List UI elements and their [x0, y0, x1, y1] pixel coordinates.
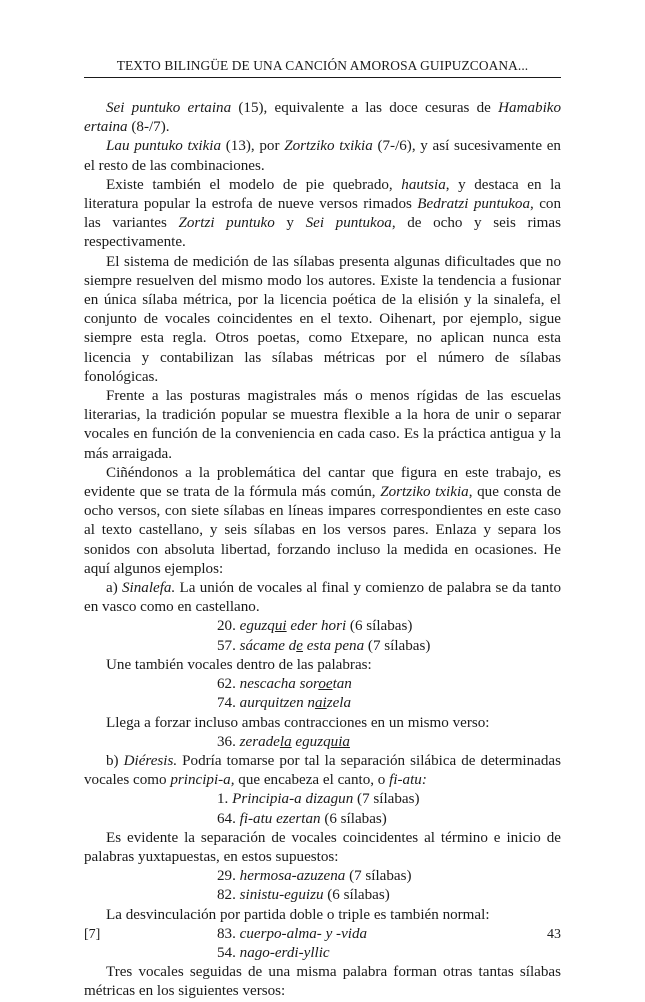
example-verse: [84, 790, 561, 809]
verse-text: zela: [326, 695, 352, 712]
paragraph: [84, 752, 561, 790]
joined-vowels: ui: [274, 618, 287, 635]
italic-term: Zortziko txikia: [380, 484, 469, 501]
main-text: [84, 99, 561, 1002]
verse-number: 29.: [217, 868, 240, 885]
text-run: , que consta de ocho versos, con siete sílabas en líneas impares correspondientes en este caso al texto castellano, y seis sílabas en los versos pares. Enlaza y separa los sonidos con absoluta libertad, forzando incluso la medida en ocasiones. He aquí algunos ejemplos:: [84, 484, 561, 577]
verse-text: sinistu-eguizu: [239, 887, 324, 904]
verse-number: 57.: [217, 637, 240, 654]
paragraph: [84, 464, 561, 579]
example-verse: [84, 694, 561, 713]
text-run: Existe también el modelo de pie quebrado,: [106, 176, 402, 193]
joined-vowels: la: [279, 733, 292, 750]
example-verse: [84, 675, 561, 694]
paragraph: Tres vocales seguidas de una misma palabra forman otras tantas sílabas métricas en los siguientes versos:: [84, 964, 561, 1000]
syllable-count: (6 sílabas): [323, 887, 390, 904]
verse-text: hermosa-azuzena: [239, 868, 346, 885]
text-run: b): [106, 752, 124, 769]
verse-number: 64.: [217, 810, 240, 827]
joined-vowels: uia: [330, 733, 350, 750]
text-run: y: [274, 215, 306, 232]
syllable-count: (6 sílabas): [320, 810, 387, 827]
italic-term: Sei puntukoa: [305, 215, 392, 232]
example-verse: [84, 810, 561, 829]
paragraph: El sistema de medición de las sílabas presenta algunas dificultades que no siempre resuelven del mismo modo los autores. Existe la tendencia a fusionar en única sílaba métrica, por la licencia poética de la elisión y la sinalefa, el conjunto de vocales coincidentes en el texto. Oihenart, por ejemplo, sigue siempre esta regla. Otros poetas, como Etxepare, no aplican nunca esta licencia y contabilizan las sílabas métricas por el número de sílabas fonológicas.: [84, 253, 561, 385]
text-run: a): [106, 580, 122, 597]
text-run: , con las variantes: [84, 196, 561, 232]
italic-term: Zortziko txikia: [284, 138, 373, 155]
verse-number: 82.: [217, 887, 240, 904]
italic-term: fi-atu:: [389, 772, 427, 789]
italic-term: hautsia: [401, 176, 446, 193]
verse-text: nescacha sor: [239, 676, 319, 693]
example-verse: [84, 637, 561, 656]
example-verse: [84, 886, 561, 905]
italic-term: Lau puntuko txikia: [106, 138, 222, 155]
italic-term: Sei puntuko ertaina: [106, 100, 232, 116]
text-run: , y destaca en la literatura popular la estrofa de nueve versos rimados: [84, 176, 561, 213]
syllable-count: (6 sílabas): [346, 618, 413, 635]
example-verse: [84, 617, 561, 636]
example-verse: [84, 867, 561, 886]
verse-number: 36.: [217, 733, 240, 750]
text-run: que encabeza el canto, o: [234, 772, 390, 789]
text-run: Podría tomarse por tal la separación silábica de determinadas vocales como: [84, 752, 561, 789]
italic-term: principi-a,: [170, 772, 235, 789]
syllable-count: (7 sílabas): [353, 791, 420, 808]
italic-term: Sinalefa.: [122, 580, 176, 597]
joined-vowels: e: [296, 637, 303, 654]
verse-text: fi-atu ezertan: [239, 810, 321, 827]
text-run: (15), equivalente a las doce cesuras de: [231, 100, 499, 116]
text-run: Ciñéndonos a la problemática del cantar que figura en este trabajo, es evidente que se trata de la fórmula más común,: [84, 464, 561, 501]
paragraph: [84, 579, 561, 617]
verse-number: 1.: [217, 791, 233, 808]
text-run: (13), por: [221, 138, 285, 155]
section-marker: [7]: [84, 927, 101, 942]
text-run: La unión de vocales al final y comienzo de palabra se da tanto en vasco como en castellano.: [84, 580, 561, 616]
verse-text: nago-erdi-yllic: [239, 944, 330, 961]
verse-text: zerade: [239, 733, 280, 750]
paragraph: [84, 99, 561, 137]
verse-text: sácame d: [239, 637, 297, 654]
paragraph: Es evidente la separación de vocales coincidentes al término e inicio de palabras yuxtapuestas, en estos supuestos:: [84, 829, 561, 865]
joined-vowels: ai: [314, 695, 327, 712]
joined-vowels: oe: [318, 676, 333, 693]
italic-term: Zortzi puntuko: [178, 215, 275, 232]
italic-term: Bedratzi puntukoa: [417, 196, 531, 213]
verse-text: aurquitzen n: [239, 695, 315, 712]
verse-number: 74.: [217, 695, 240, 712]
verse-number: 54.: [217, 944, 240, 961]
verse-text: cuerpo-alma- y -vida: [239, 925, 368, 942]
verse-text: eder hori: [286, 618, 347, 635]
verse-text: eguzq: [239, 618, 275, 635]
example-verse: [84, 944, 561, 963]
paragraph: La desvinculación por partida doble o triple es también normal:: [106, 906, 490, 923]
paragraph: [84, 137, 561, 175]
syllable-count: (7 sílabas): [345, 868, 412, 885]
verse-number: 20.: [217, 618, 240, 635]
verse-text: Principia-a dizagun: [232, 791, 354, 808]
text-run: , de ocho y seis rimas respectivamente.: [84, 215, 561, 251]
italic-term: Diéresis.: [123, 752, 178, 769]
paragraph: [84, 176, 561, 253]
running-header: TEXTO BILINGÜE DE UNA CANCIÓN AMOROSA GUIPUZCOANA...: [84, 58, 561, 78]
italic-term: Hamabiko ertaina: [84, 100, 562, 136]
example-verse: [84, 733, 561, 752]
verse-text: eguzq: [291, 733, 331, 750]
paragraph: Llega a forzar incluso ambas contracciones en un mismo verso:: [106, 714, 490, 731]
text-run: (7-/6), y así sucesivamente en el resto de las combinaciones.: [84, 138, 561, 174]
paragraph: Une también vocales dentro de las palabras:: [106, 656, 372, 673]
verse-text: esta pena: [302, 637, 365, 654]
page-number: 43: [547, 927, 561, 942]
verse-text: tan: [332, 676, 352, 693]
example-verse: [84, 925, 561, 944]
verse-number: 62.: [217, 676, 240, 693]
syllable-count: (7 sílabas): [364, 637, 431, 654]
text-run: (8-/7).: [127, 119, 170, 136]
verse-number: 83.: [217, 925, 240, 942]
paragraph: Frente a las posturas magistrales más o menos rígidas de las escuelas literarias, la tradición popular se muestra flexible a la hora de unir o separar vocales en función de la conveniencia en cada caso. Es la práctica antigua y la más arraigada.: [84, 388, 561, 462]
